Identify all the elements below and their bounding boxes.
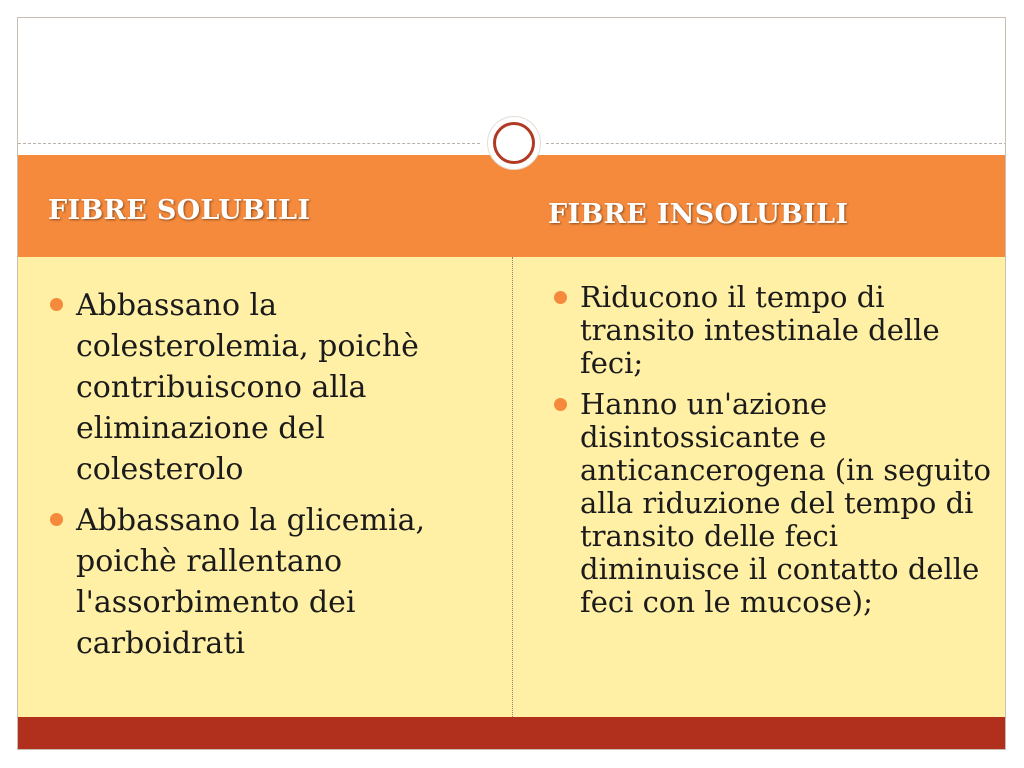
top-divider-right (546, 143, 1006, 144)
list-item (48, 500, 498, 664)
circle-ornament-icon (487, 116, 541, 170)
table-body (18, 257, 1006, 717)
insoluble-fibers-list (552, 281, 1002, 627)
footer-band (18, 717, 1006, 750)
header-fibre-solubili: FIBRE SOLUBILI (48, 195, 311, 226)
bullet-icon (50, 298, 63, 311)
soluble-fibers-list (48, 285, 498, 674)
header-fibre-insolubili: FIBRE INSOLUBILI (548, 199, 849, 230)
list-item (552, 281, 1002, 380)
list-item (48, 285, 498, 490)
bullet-icon (554, 398, 567, 411)
table-header-band (18, 155, 1006, 257)
list-item-text: Hanno un'azione disintossicante e anticancerogena (in seguito alla riduzione del tempo di transito delle feci diminuisce il contatto delle feci con le mucose); (580, 387, 991, 619)
slide (17, 17, 1006, 750)
list-item-text: Riducono il tempo di transito intestinale delle feci; (580, 280, 940, 380)
column-separator (512, 257, 513, 717)
list-item (552, 388, 1002, 619)
list-item-text: Abbassano la colesterolemia, poichè contribuiscono alla eliminazione del colesterolo (76, 288, 419, 487)
top-divider-left (18, 143, 480, 144)
bullet-icon (50, 513, 63, 526)
list-item-text: Abbassano la glicemia, poichè rallentano l'assorbimento dei carboidrati (76, 503, 425, 661)
bullet-icon (554, 291, 567, 304)
